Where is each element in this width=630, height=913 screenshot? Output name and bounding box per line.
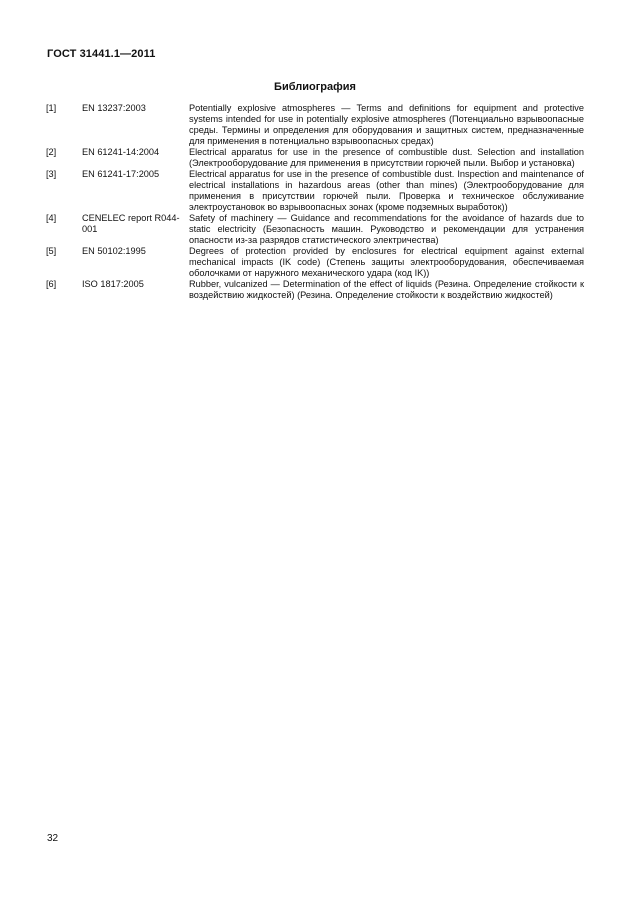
- entry-reference: EN 61241-17:2005: [82, 169, 160, 179]
- entry-number: [1]: [46, 103, 57, 113]
- entry-text: Electrical apparatus for use in the presence of combustible dust. Inspection and maintenance of electrical installations in hazardous areas (other than mines) (Электрооборудование для применения в присутствии горючей пыли. Проверка и техническое обслуживание электроустановок во взрывоопасных зонах (кроме подземных выработок)): [189, 169, 584, 212]
- bibliography-entry: [46, 147, 584, 169]
- entry-reference: EN 13237:2003: [82, 103, 146, 113]
- entry-reference: EN 50102:1995: [82, 246, 146, 256]
- entry-number: [3]: [46, 169, 57, 179]
- entry-reference: ISO 1817:2005: [82, 279, 144, 289]
- entry-number: [6]: [46, 279, 57, 289]
- entry-reference: EN 61241-14:2004: [82, 147, 160, 157]
- entry-reference: CENELEC report R044-001: [82, 213, 180, 234]
- section-title: Библиография: [274, 81, 356, 93]
- entry-number: [4]: [46, 213, 57, 223]
- bibliography-entry: [46, 169, 584, 213]
- bibliography-entry: [46, 213, 584, 246]
- bibliography-entry: [46, 246, 584, 279]
- entry-text: Potentially explosive atmospheres — Terms and definitions for equipment and protective systems intended for use in potentially explosive atmospheres (Потенциально взрывоопасные среды. Термины и определения для оборудования и защитных систем, предназначенные для применения в потенциально взрывоопасных средах): [189, 103, 584, 146]
- entry-text: Rubber, vulcanized — Determination of the effect of liquids (Резина. Определение стойкости к воздействию жидкостей) (Резина. Определение стойкости к воздействию жидкостей): [189, 279, 584, 300]
- entry-text: Safety of machinery — Guidance and recommendations for the avoidance of hazards due to static electricity (Безопасность машин. Руководство и рекомендации для устранения опасности из-за разрядов статистического электричества): [189, 213, 584, 245]
- entry-number: [2]: [46, 147, 57, 157]
- entry-text: Degrees of protection provided by enclosures for electrical equipment against external mechanical impacts (IK code) (Степень защиты электрооборудования, обеспечиваемая оболочками от наружного механического удара (код IK)): [189, 246, 584, 278]
- bibliography-list: [46, 103, 584, 301]
- entry-text: Electrical apparatus for use in the presence of combustible dust. Selection and installation (Электрооборудование для применения в присутствии горючей пыли. Выбор и установка): [189, 147, 584, 168]
- bibliography-entry: [46, 103, 584, 147]
- page-number: 32: [47, 833, 59, 844]
- standard-designation: ГОСТ 31441.1—2011: [47, 48, 156, 60]
- bibliography-entry: [46, 279, 584, 301]
- entry-number: [5]: [46, 246, 57, 256]
